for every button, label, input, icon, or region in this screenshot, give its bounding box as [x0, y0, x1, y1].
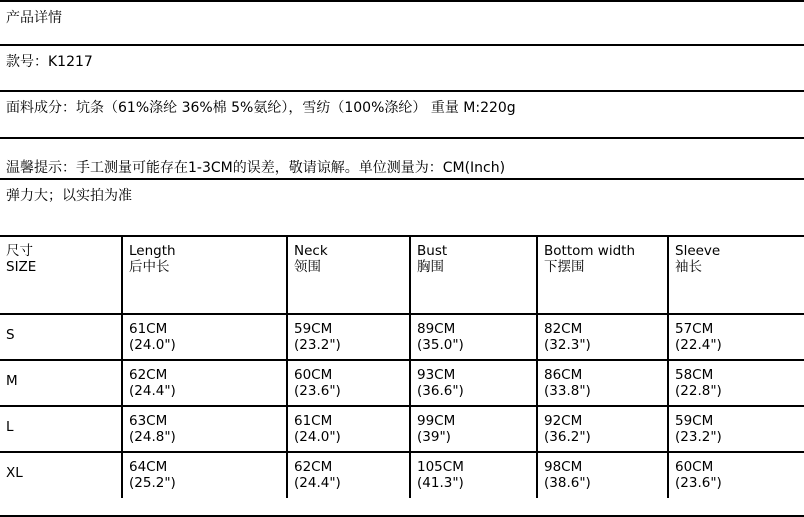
header-sleeve-line2: 袖长 [675, 259, 702, 275]
length-cm: 61CM [129, 321, 168, 337]
cell-bust [410, 360, 537, 406]
fabric-composition-text: 面料成分：坑条（61%涤纶 36%棉 5%氨纶），雪纺（100%涤纶） 重量 M:220g [6, 100, 516, 116]
sleeve-cm: 58CM [675, 367, 714, 383]
elasticity-note-row [0, 180, 804, 235]
length-cm: 64CM [129, 459, 168, 475]
cell-length [122, 360, 287, 406]
cell-bottom-width [537, 452, 668, 498]
cell-sleeve [668, 452, 804, 498]
size-chart-table [0, 235, 804, 498]
neck-inch: (23.6") [294, 383, 341, 399]
cell-size [0, 452, 122, 498]
measurement-notice-text: 温馨提示：手工测量可能存在1-3CM的误差，敬请谅解。单位测量为：CM(Inch) [6, 160, 506, 176]
bust-inch: (39") [417, 429, 451, 445]
sleeve-cm: 57CM [675, 321, 714, 337]
neck-cm: 59CM [294, 321, 333, 337]
header-cell-size [0, 236, 122, 314]
cell-neck [287, 406, 410, 452]
cell-neck [287, 452, 410, 498]
neck-cm: 62CM [294, 459, 333, 475]
cell-size [0, 406, 122, 452]
bust-inch: (35.0") [417, 337, 464, 353]
bottom-inch: (33.8") [544, 383, 591, 399]
sleeve-cm: 59CM [675, 413, 714, 429]
table-row [0, 452, 804, 498]
cell-sleeve [668, 406, 804, 452]
length-cm: 63CM [129, 413, 168, 429]
bottom-inch: (38.6") [544, 475, 591, 491]
header-bottom-line1: Bottom width [544, 243, 636, 259]
header-size-line1: 尺寸 [6, 243, 33, 259]
cell-bust [410, 406, 537, 452]
header-neck-line2: 领围 [294, 259, 321, 275]
length-inch: (25.2") [129, 475, 176, 491]
sleeve-inch: (22.8") [675, 383, 722, 399]
size-value: M [6, 373, 18, 389]
header-neck-line1: Neck [294, 243, 328, 259]
size-value: S [6, 327, 15, 343]
length-inch: (24.8") [129, 429, 176, 445]
bottom-cm: 86CM [544, 367, 583, 383]
header-bust-line2: 胸围 [417, 259, 444, 275]
cell-neck [287, 360, 410, 406]
measurement-notice-row [0, 139, 804, 180]
length-inch: (24.0") [129, 337, 176, 353]
header-bottom-line2: 下摆围 [544, 259, 585, 275]
header-bust-line1: Bust [417, 243, 448, 259]
header-cell-bust [410, 236, 537, 314]
cell-bust [410, 452, 537, 498]
size-value: L [6, 419, 14, 435]
header-length-line1: Length [129, 243, 176, 259]
header-cell-length [122, 236, 287, 314]
bottom-cm: 92CM [544, 413, 583, 429]
cell-length [122, 406, 287, 452]
bust-cm: 93CM [417, 367, 456, 383]
header-cell-sleeve [668, 236, 804, 314]
bust-cm: 99CM [417, 413, 456, 429]
sleeve-inch: (23.2") [675, 429, 722, 445]
cell-length [122, 314, 287, 360]
bust-cm: 105CM [417, 459, 464, 475]
model-number-text: 款号：K1217 [6, 54, 93, 70]
cell-bottom-width [537, 314, 668, 360]
neck-cm: 60CM [294, 367, 333, 383]
cell-sleeve [668, 314, 804, 360]
length-inch: (24.4") [129, 383, 176, 399]
header-cell-neck [287, 236, 410, 314]
size-chart-header-row [0, 236, 804, 314]
table-row [0, 406, 804, 452]
bottom-cm: 98CM [544, 459, 583, 475]
cell-bottom-width [537, 360, 668, 406]
size-value: XL [6, 465, 23, 481]
elasticity-note-text: 弹力大；以实拍为准 [6, 188, 132, 204]
bust-inch: (36.6") [417, 383, 464, 399]
cell-size [0, 314, 122, 360]
sleeve-inch: (22.4") [675, 337, 722, 353]
length-cm: 62CM [129, 367, 168, 383]
cell-bottom-width [537, 406, 668, 452]
sleeve-inch: (23.6") [675, 475, 722, 491]
bottom-inch: (36.2") [544, 429, 591, 445]
table-row [0, 314, 804, 360]
neck-cm: 61CM [294, 413, 333, 429]
header-size-line2: SIZE [6, 259, 37, 275]
header-length-line2: 后中长 [129, 259, 170, 275]
header-cell-bottom-width [537, 236, 668, 314]
header-sleeve-line1: Sleeve [675, 243, 721, 259]
bust-cm: 89CM [417, 321, 456, 337]
fabric-composition-row [0, 92, 804, 139]
cell-bust [410, 314, 537, 360]
neck-inch: (23.2") [294, 337, 341, 353]
cell-neck [287, 314, 410, 360]
neck-inch: (24.0") [294, 429, 341, 445]
page-title: 产品详情 [6, 10, 62, 26]
bottom-cm: 82CM [544, 321, 583, 337]
product-detail-title-row [0, 2, 804, 46]
cell-sleeve [668, 360, 804, 406]
table-row [0, 360, 804, 406]
neck-inch: (24.4") [294, 475, 341, 491]
cell-length [122, 452, 287, 498]
sleeve-cm: 60CM [675, 459, 714, 475]
bust-inch: (41.3") [417, 475, 464, 491]
bottom-inch: (32.3") [544, 337, 591, 353]
cell-size [0, 360, 122, 406]
model-number-row [0, 46, 804, 92]
